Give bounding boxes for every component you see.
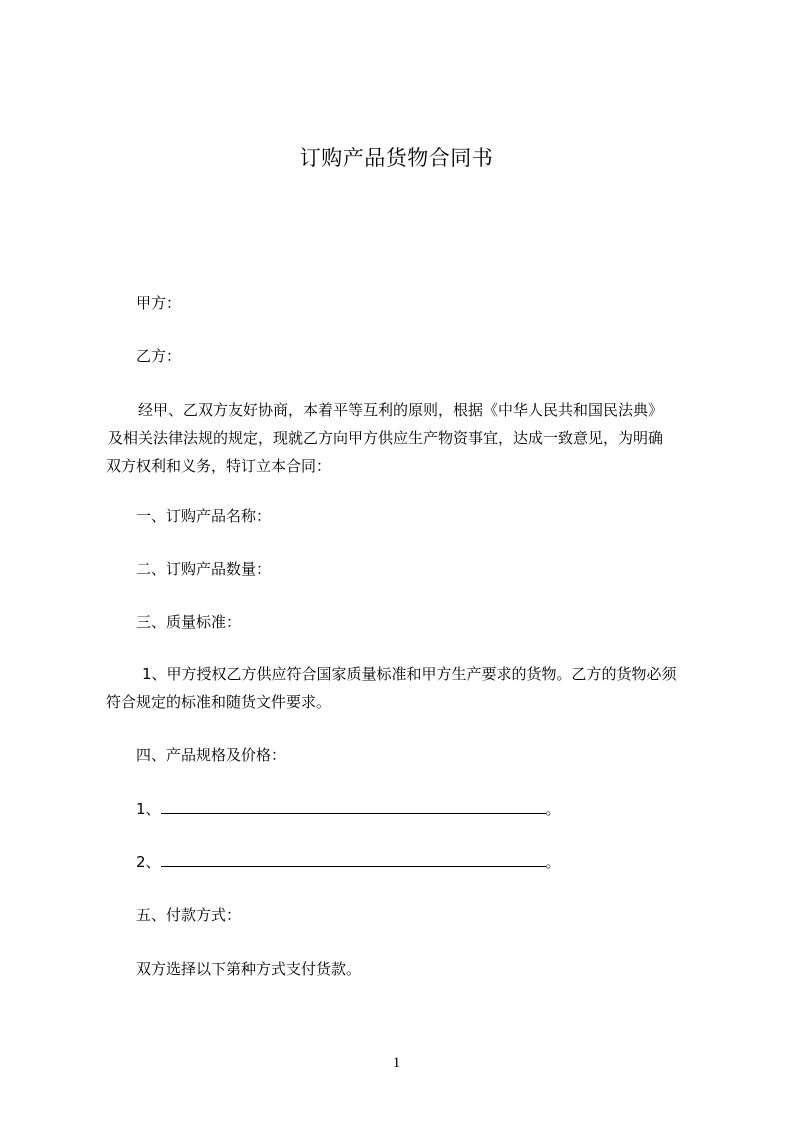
section-2-heading: 二、订购产品数量：	[136, 560, 272, 578]
preamble-line-1: 经甲、乙双方友好协商，本着平等互利的原则，根据《中华人民共和国民法典》	[138, 401, 664, 419]
quality-line-1: 1、甲方授权乙方供应符合国家质量标准和甲方生产要求的货物。乙方的货物必须	[142, 665, 677, 683]
page-number: 1	[392, 1055, 401, 1071]
party-a-label: 甲方：	[136, 294, 182, 312]
document-title: 订购产品货物合同书	[299, 146, 494, 170]
spec-item-2	[136, 851, 561, 872]
quality-paragraph	[106, 660, 716, 716]
section-1-heading: 一、订购产品名称：	[136, 507, 272, 525]
spec-item-number: 1、	[136, 800, 161, 818]
preamble-line-3: 双方权利和义务，特订立本合同：	[106, 457, 332, 475]
spec-item-end: 。	[545, 853, 561, 871]
payment-text: 双方选择以下第种方式支付货款。	[136, 960, 362, 978]
quality-line-2: 符合规定的标准和随货文件要求。	[106, 693, 332, 711]
spec-fill-blank[interactable]	[161, 852, 546, 867]
spec-item-1	[136, 798, 561, 819]
spec-fill-blank[interactable]	[161, 799, 546, 814]
section-3-heading: 三、质量标准：	[136, 613, 242, 631]
party-b-label: 乙方：	[136, 347, 182, 365]
preamble-paragraph	[106, 396, 716, 480]
section-4-heading: 四、产品规格及价格：	[136, 746, 287, 764]
section-5-heading: 五、付款方式：	[136, 906, 242, 924]
spec-item-number: 2、	[136, 853, 161, 871]
spec-item-end: 。	[545, 800, 561, 818]
preamble-line-2: 及相关法律法规的规定，现就乙方向甲方供应生产物资事宜，达成一致意见，为明确	[108, 429, 664, 447]
